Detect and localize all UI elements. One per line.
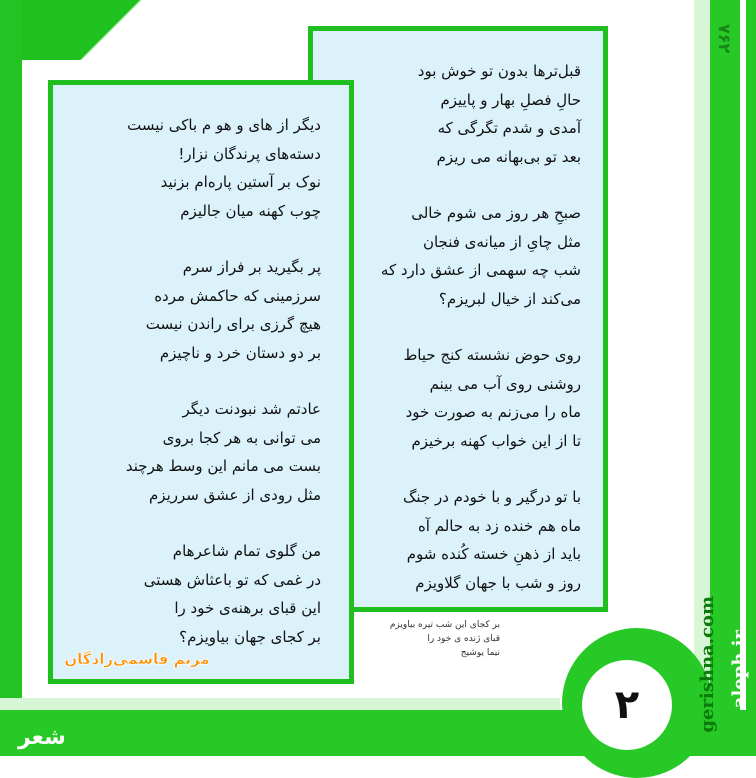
epigraph-attribution: نیما یوشیج bbox=[460, 648, 500, 658]
website-gerishna: gerishna.com bbox=[697, 596, 718, 733]
epigraph-line: بر کجای این شب تیره بیاویزم bbox=[389, 620, 500, 630]
website-aleph: aleph.ir bbox=[729, 630, 750, 709]
poem-line: این قبای برهنه‌ی خود را bbox=[174, 599, 321, 617]
author-name: مریم قاسمی‌زادگان bbox=[64, 650, 210, 668]
poem-line: عادتم شد نبودنت دیگر bbox=[182, 400, 321, 418]
poem-line: من گلوی تمام شاعرهام bbox=[172, 542, 321, 560]
poem-line: مثل رودی از عشق سرریزم bbox=[149, 485, 321, 504]
poem-line: روی حوض نشسته کنج حیاط bbox=[403, 346, 581, 364]
stanza bbox=[126, 395, 321, 509]
top-corner-stripe bbox=[0, 0, 230, 60]
poem-line: چوب کهنه میان جالیزم bbox=[180, 201, 321, 220]
epigraph-line: قبای ژنده ی خود را bbox=[427, 634, 500, 644]
poem-line: هیچ گرزی برای راندن نیست bbox=[145, 315, 321, 333]
page-number: ۲ bbox=[582, 660, 672, 750]
section-label: شعر bbox=[18, 725, 66, 750]
left-edge-stripe bbox=[0, 0, 22, 700]
poem-card-left bbox=[48, 80, 354, 684]
poem-line: مثل چایِ از میانه‌ی فنجان bbox=[422, 232, 581, 251]
stanza bbox=[381, 57, 581, 171]
poem-line: حالِ فصلِ بهار و پاییزم bbox=[440, 90, 581, 109]
stanza bbox=[381, 199, 581, 313]
poem-line: پر بگیرید بر فراز سرم bbox=[182, 258, 321, 276]
poem-left bbox=[126, 111, 321, 651]
stanza bbox=[126, 537, 321, 651]
poem-line: بر کجای جهان بیاویزم؟ bbox=[179, 627, 321, 646]
poem-line: ماه هم خنده زد به حالم آه bbox=[417, 516, 581, 535]
poem-line: بر دو دستان خرد و ناچیزم bbox=[159, 343, 321, 362]
epigraph bbox=[380, 618, 500, 660]
stanza bbox=[126, 111, 321, 225]
poem-line: بست می مانم این وسط هرچند bbox=[125, 457, 321, 475]
poem-line: ماه را می‌زنم به صورت خود bbox=[405, 403, 581, 421]
poem-line: روشنی روی آب می بینم bbox=[429, 374, 581, 393]
poem-line: قبل‌ترها بدون تو خوش بود bbox=[417, 62, 581, 80]
poem-line: نوک بر آستین پاره‌ام بزنید bbox=[160, 173, 321, 191]
issue-number: ۷۶۲ bbox=[715, 24, 734, 54]
poem-line: سرزمینی که حاکمش مرده bbox=[154, 286, 321, 305]
poem-line: تا از این خواب کهنه برخیزم bbox=[411, 431, 581, 450]
poem-line: با تو درگیر و با خودم در جنگ bbox=[402, 488, 581, 506]
poem-line: روز و شب با جهان گلاویزم bbox=[415, 573, 581, 592]
stanza bbox=[126, 253, 321, 367]
poem-line: می توانی به هر کجا بروی bbox=[162, 428, 321, 447]
poem-line: دیگر از های و هو م باکی نیست bbox=[127, 116, 321, 134]
stanza bbox=[381, 341, 581, 455]
poem-line: آمدی و شدم تگرگی که bbox=[437, 119, 581, 137]
poem-line: بعد تو بی‌بهانه می ریزم bbox=[436, 147, 581, 166]
poem-line: می‌کند از خیال لبریزم؟ bbox=[438, 289, 581, 308]
stanza bbox=[381, 483, 581, 597]
poem-line: در غمی که تو باعثاش هستی bbox=[143, 570, 321, 589]
poem-right bbox=[381, 57, 581, 597]
poem-line: دسته‌های پرندگان نزار! bbox=[178, 144, 321, 163]
bottom-light-band bbox=[0, 698, 560, 710]
poem-line: صبحِ هر روز می شوم خالی bbox=[411, 204, 581, 222]
poem-line: شب چه سهمی از عشق دارد که bbox=[380, 261, 581, 279]
poem-line: باید از ذهنِ خسته کُنده شوم bbox=[406, 545, 581, 563]
